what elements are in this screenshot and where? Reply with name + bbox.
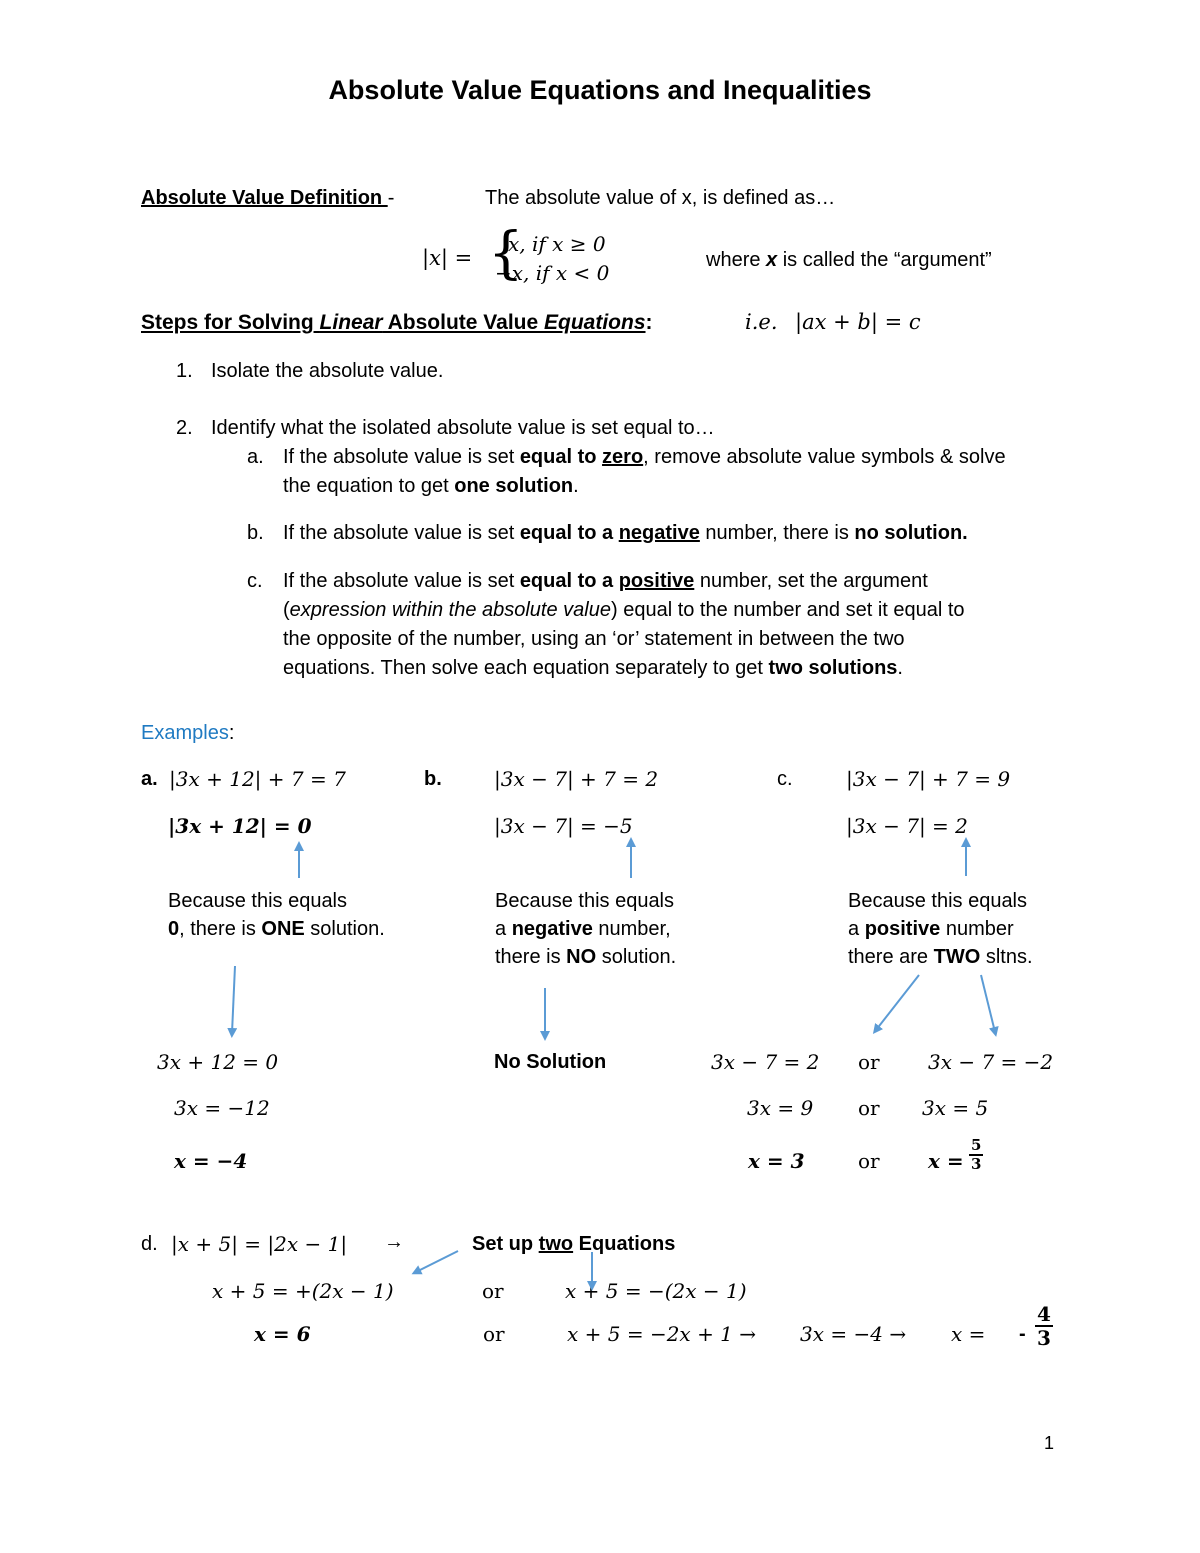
step-2-text: Identify what the isolated absolute value is set equal to… <box>211 417 715 439</box>
example-a-equation: |3x + 12| + 7 = 7 <box>169 767 346 791</box>
definition-case-1: x, if x ≥ 0 <box>508 232 606 256</box>
example-d-right-2c: x = <box>951 1322 986 1346</box>
substep-c-line-1: If the absolute value is set equal to a positive number, set the argument <box>283 570 928 592</box>
example-d-fraction: $\frac{4}{3}$ <box>1037 1302 1051 1350</box>
example-c-right-solution-fraction: $\frac{5}{3}$ <box>971 1136 982 1173</box>
example-c-because-2: a positive number <box>848 918 1014 940</box>
substep-c-line-4: equations. Then solve each equation separately to get two solutions. <box>283 657 903 679</box>
example-b-result: No Solution <box>494 1051 607 1073</box>
example-d-equation: |x + 5| = |2x − 1| <box>171 1232 348 1256</box>
examples-label: Examples: <box>141 722 235 744</box>
step-1-text: Isolate the absolute value. <box>211 360 444 382</box>
definition-brace: { <box>488 221 524 286</box>
example-c-because-3: there are TWO sltns. <box>848 946 1033 968</box>
example-b-because-3: there is NO solution. <box>495 946 677 968</box>
example-c-because-1: Because this equals <box>848 890 1028 912</box>
page-title: Absolute Value Equations and Inequalities <box>328 75 872 105</box>
example-a-step-1: 3x + 12 = 0 <box>157 1050 279 1074</box>
substep-a-line-1: If the absolute value is set equal to zero, remove absolute value symbols & solve <box>283 446 1006 468</box>
example-b-equation: |3x − 7| + 7 = 2 <box>494 767 659 791</box>
example-a-because-2: 0, there is ONE solution. <box>168 918 385 940</box>
example-d-or-1: or <box>482 1279 504 1303</box>
example-a-isolated: |3x + 12| = 0 <box>168 814 312 838</box>
example-d-right-2: x + 5 = −2x + 1 → <box>567 1322 757 1346</box>
example-b-isolated: |3x − 7| = −5 <box>494 814 633 838</box>
substep-a-line-2: the equation to get one solution. <box>283 475 579 497</box>
example-d-arrow: → <box>384 1231 404 1253</box>
step-2-number: 2. <box>176 417 193 439</box>
page-number: 1 <box>1044 1433 1055 1453</box>
definition-heading: Absolute Value Definition <box>141 187 388 209</box>
example-c-right-2: 3x = 5 <box>922 1096 989 1120</box>
definition-case-2: −x, if x < 0 <box>495 261 610 285</box>
example-d-right-1: x + 5 = −(2x − 1) <box>565 1279 747 1303</box>
substep-b-line: If the absolute value is set equal to a negative number, there is no solution. <box>283 522 968 544</box>
example-d-left-solution: x = 6 <box>254 1322 311 1346</box>
definition-lhs: |x| = <box>422 246 473 270</box>
example-c-left-solution: x = 3 <box>748 1149 805 1173</box>
arrow-d-left <box>416 1251 458 1272</box>
definition-note: where x is called the “argument” <box>706 249 992 271</box>
example-d-letter: d. <box>141 1233 158 1255</box>
step-1-number: 1. <box>176 360 193 382</box>
arrow-diag-c-right <box>981 975 995 1032</box>
definition-intro: The absolute value of x, is defined as… <box>485 187 836 209</box>
steps-ie: i.e. <box>745 310 778 334</box>
example-c-left-2: 3x = 9 <box>747 1096 814 1120</box>
example-d-right-2b: 3x = −4 → <box>800 1322 907 1346</box>
substep-b-letter: b. <box>247 522 264 544</box>
example-b-letter: b. <box>424 768 442 790</box>
example-c-left-1: 3x − 7 = 2 <box>711 1050 820 1074</box>
example-a-letter: a. <box>141 768 158 790</box>
arrow-diag-c-left <box>876 975 919 1030</box>
example-c-or-1: or <box>858 1050 880 1074</box>
example-d-or-2: or <box>483 1322 505 1346</box>
example-a-because-1: Because this equals <box>168 890 348 912</box>
example-b-because-2: a negative number, <box>495 918 671 940</box>
steps-heading: Steps for Solving Linear Absolute Value Equations: <box>141 311 653 334</box>
example-c-or-3: or <box>858 1149 880 1173</box>
example-c-isolated: |3x − 7| = 2 <box>846 814 968 838</box>
example-d-negative-sign: - <box>1019 1323 1026 1345</box>
example-d-left-1: x + 5 = +(2x − 1) <box>212 1279 394 1303</box>
substep-c-letter: c. <box>247 570 263 592</box>
steps-ie-expression: |ax + b| = c <box>795 310 921 334</box>
example-c-right-1: 3x − 7 = −2 <box>928 1050 1054 1074</box>
example-c-equation: |3x − 7| + 7 = 9 <box>846 767 1011 791</box>
definition-dash: - <box>387 187 395 209</box>
substep-c-line-3: the opposite of the number, using an ‘or’ statement in between the two <box>283 628 905 650</box>
example-d-setup: Set up two Equations <box>472 1233 676 1255</box>
example-a-solution: x = −4 <box>174 1149 248 1173</box>
example-b-because-1: Because this equals <box>495 890 675 912</box>
substep-c-line-2: (expression within the absolute value) equal to the number and set it equal to <box>283 599 965 621</box>
substep-a-letter: a. <box>247 446 264 468</box>
example-c-letter: c. <box>777 768 793 790</box>
example-c-right-solution-lhs: x = <box>928 1149 964 1173</box>
example-a-step-2: 3x = −12 <box>174 1096 270 1120</box>
arrow-down-a <box>232 966 235 1033</box>
example-c-or-2: or <box>858 1096 880 1120</box>
